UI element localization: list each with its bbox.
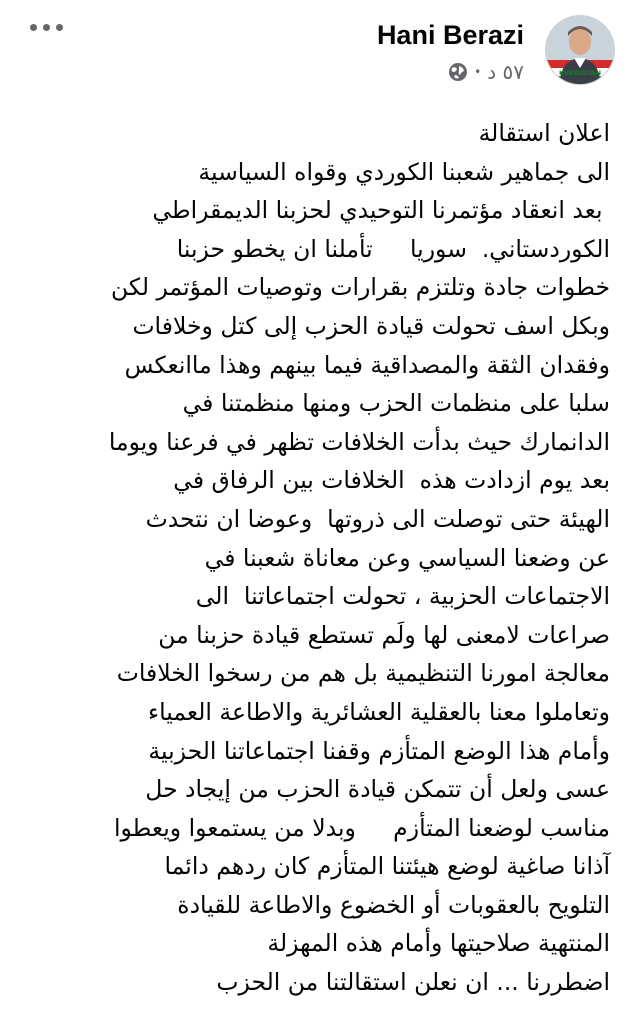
post-line: الدانمارك حيث بدأت الخلافات تظهر في فرعنا ويوما xyxy=(108,427,610,456)
post-line: وبكل اسف تحولت قيادة الحزب إلى كتل وخلافات xyxy=(132,311,610,340)
post-body xyxy=(28,114,610,1002)
post-line: معالجة امورنا التنظيمية بل هم من رسخوا الخلافات xyxy=(116,659,610,688)
post-line: الاجتماعات الحزبية ، تحولت اجتماعاتنا الى xyxy=(195,582,610,611)
post-line: خطوات جادة وتلتزم بقرارات وتوصيات المؤتمر لكن xyxy=(111,273,610,302)
post-line: اضطررنا ... ان نعلن استقالتنا من الحزب xyxy=(216,968,610,997)
ellipsis-icon[interactable] xyxy=(30,24,63,31)
post-line: صراعات لامعنى لها ولَم تستطع قيادة حزبنا من xyxy=(158,620,610,649)
post-line: الهيئة حتى توصلت الى ذروتها وعوضا ان نتحدث xyxy=(145,504,610,533)
post-line: عن وضعنا السياسي وعن معاناة شعبنا في xyxy=(204,543,610,572)
post-line: المنتهية صلاحيتها وأمام هذه المهزلة xyxy=(267,929,610,958)
post-line: سلبا على منظمات الحزب ومنها منظمتنا في xyxy=(182,389,610,418)
post-line: الكوردستاني. سوريا تأملنا ان يخطو حزبنا xyxy=(176,234,610,263)
author-name[interactable]: Hani Berazi xyxy=(376,20,524,50)
avatar-badge: KURDISTAN xyxy=(558,69,602,77)
post-line: مناسب لوضعنا المتأزم وبدلا من يستمعوا ويعطوا xyxy=(113,813,610,842)
post-line: بعد انعقاد مؤتمرنا التوحيدي لحزبنا الديمقراطي xyxy=(152,196,610,225)
post-line: وأمام هذا الوضع المتأزم وقفنا اجتماعاتنا الحزبية xyxy=(148,736,610,765)
globe-icon[interactable] xyxy=(448,62,468,82)
post-line: بعد يوم ازدادت هذه الخلافات بين الرفاق في xyxy=(173,466,610,495)
post-line: آذانا صاغية لوضع هيئتنا المتأزم كان ردهم دائما xyxy=(164,852,610,881)
avatar[interactable] xyxy=(545,15,615,85)
post-line: اعلان استقالة xyxy=(478,119,610,147)
post-meta xyxy=(448,60,524,84)
post-line: عسى ولعل أن تتمكن قيادة الحزب من إيجاد حل xyxy=(145,775,610,804)
post-line: التلويح بالعقوبات أو الخضوع والاطاعة للقيادة xyxy=(177,890,610,919)
post-header xyxy=(0,0,636,100)
meta-separator: • xyxy=(474,65,482,79)
post-line: وتعاملوا معنا بالعقلية العشائرية والاطاعة العمياء xyxy=(148,697,610,726)
post-line: الى جماهير شعبنا الكوردي وقواه السياسية xyxy=(198,157,610,186)
avatar-photo xyxy=(546,16,614,84)
post-time[interactable]: ٥٧ د xyxy=(487,60,524,84)
post-line: وفقدان الثقة والمصداقية فيما بينهم وهذا ماانعكس xyxy=(124,350,610,379)
